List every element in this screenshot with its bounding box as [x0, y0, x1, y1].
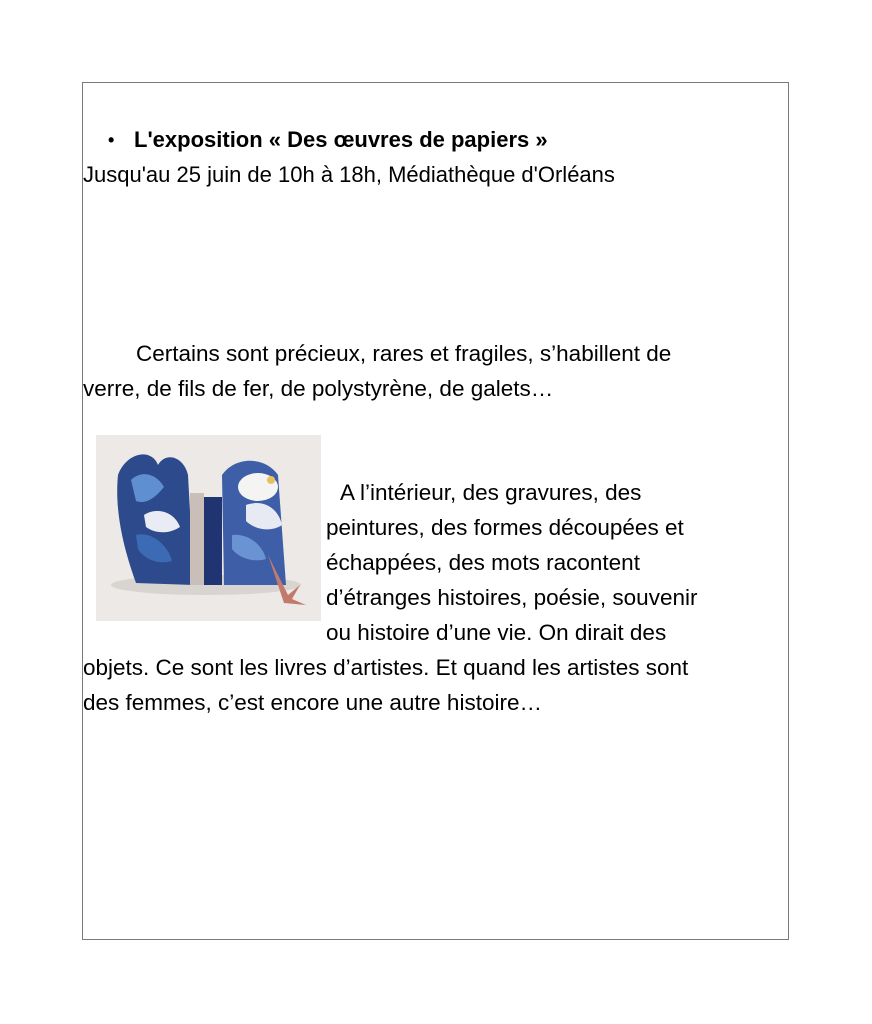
description-line-3: échappées, des mots racontent — [326, 550, 640, 575]
closing-paragraph — [83, 650, 788, 720]
description-line-1: A l’intérieur, des gravures, des — [340, 480, 642, 505]
closing-line-1: objets. Ce sont les livres d’artistes. Et quand les artistes sont — [83, 655, 689, 680]
bullet-icon: • — [108, 130, 115, 150]
description-line-2: peintures, des formes découpées et — [326, 515, 684, 540]
description-paragraph — [326, 475, 786, 650]
artist-book-photo-icon — [96, 435, 321, 621]
description-line-4: d’étranges histoires, poésie, souvenir — [326, 585, 698, 610]
exhibition-dates: Jusqu'au 25 juin de 10h à 18h, Médiathèque d'Orléans — [83, 162, 615, 187]
heading-title: L'exposition « Des œuvres de papiers » — [134, 127, 548, 152]
intro-line-1: Certains sont précieux, rares et fragiles, s’habillent de — [136, 341, 672, 366]
intro-paragraph — [83, 336, 783, 406]
closing-line-2: des femmes, c’est encore une autre histoire… — [83, 690, 542, 715]
intro-line-2: verre, de fils de fer, de polystyrène, de galets… — [83, 376, 554, 401]
artist-book-image — [96, 435, 321, 621]
description-line-5: ou histoire d’une vie. On dirait des — [326, 620, 667, 645]
exhibition-heading — [108, 124, 548, 156]
